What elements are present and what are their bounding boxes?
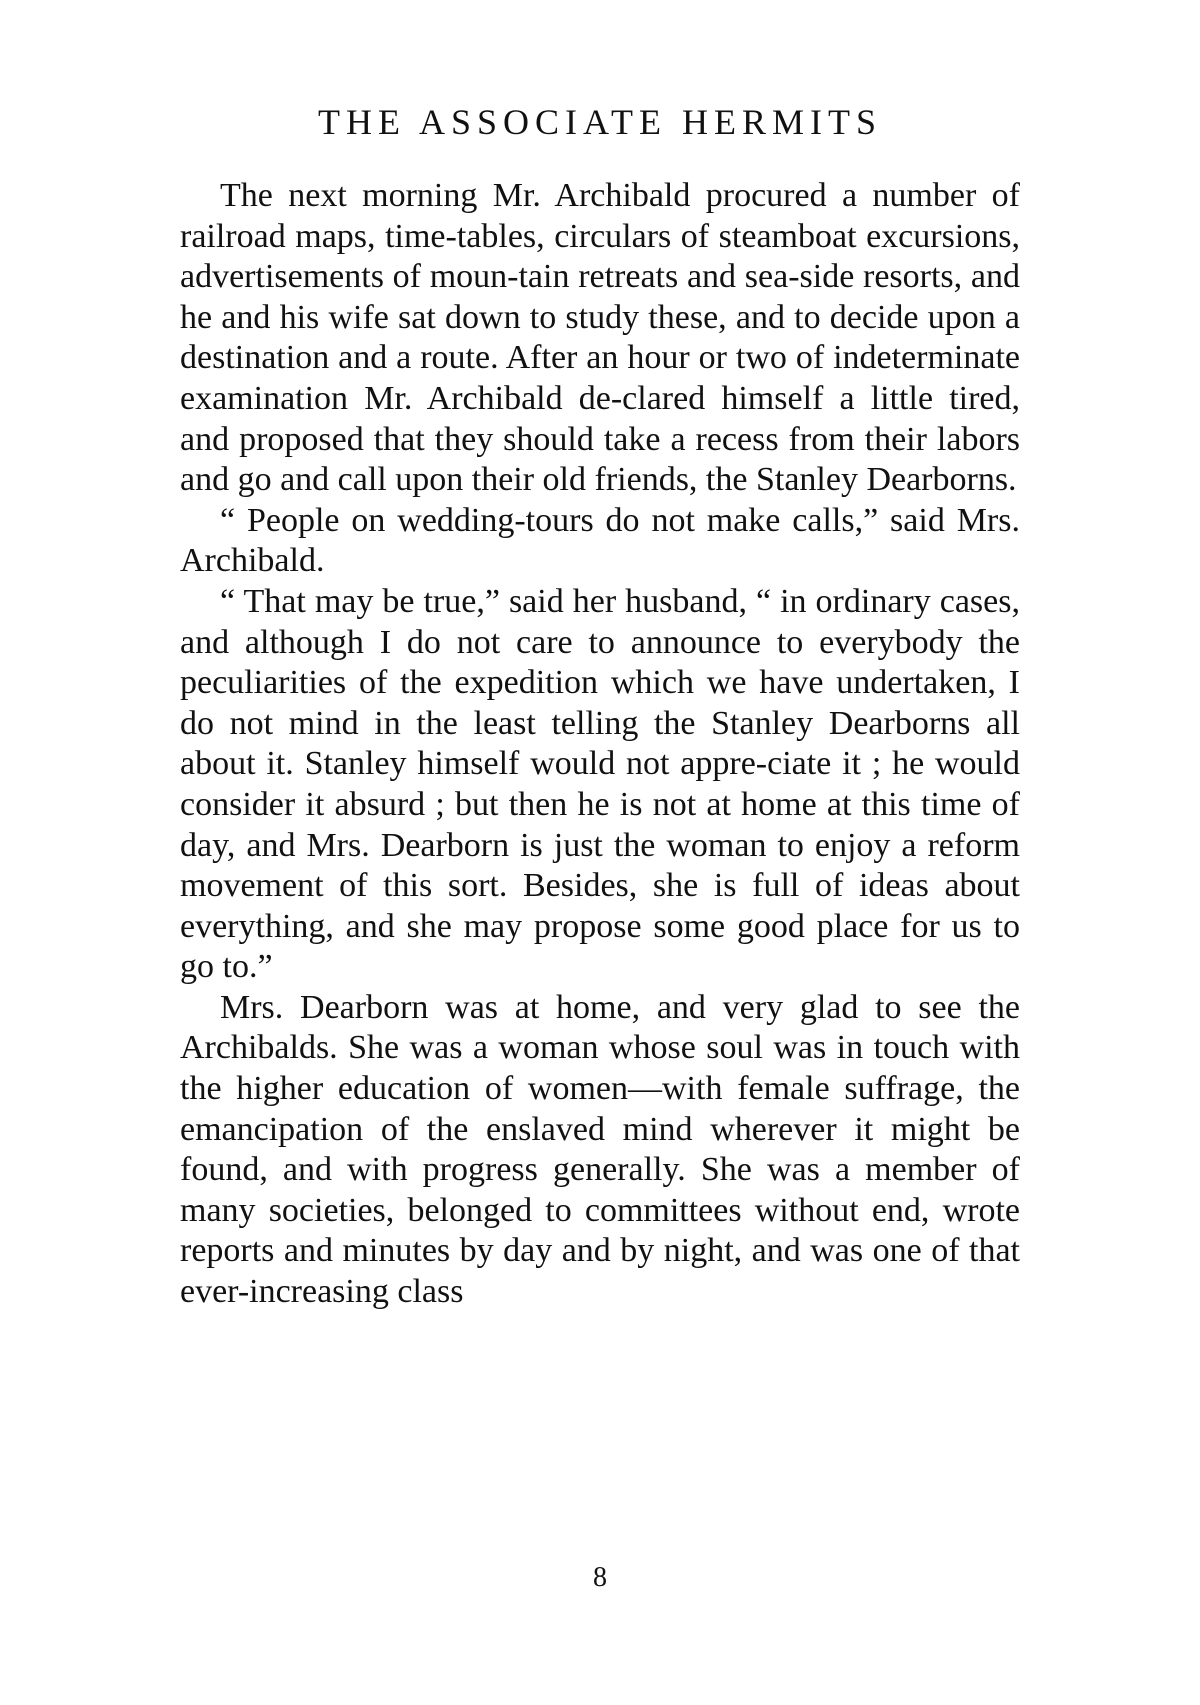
paragraph-3: “ That may be true,” said her husband, “ in ordinary cases, and although I do not care to announce to everybody the peculiarities of the expedition which we have undertaken, I do not mind in the least telling the Stanley Dearborns all about it. Stanley himself would not appre-ciate it ; he would consider it absurd ; but then he is not at home at this time of day, and Mrs. Dearborn is just the woman to enjoy a reform movement of this sort. Besides, she is full of ideas about everything, and she may propose some good place for us to go to.” bbox=[180, 582, 1020, 986]
running-head: THE ASSOCIATE HERMITS bbox=[317, 102, 883, 142]
paragraph-2: “ People on wedding-tours do not make calls,” said Mrs. Archibald. bbox=[180, 501, 1020, 580]
paragraph-4: Mrs. Dearborn was at home, and very glad to see the Archibalds. She was a woman whose soul was in touch with the higher education of women—with female suffrage, the emancipation of the enslaved mind wherever it might be found, and with progress generally. She was a member of many societies, belonged to committees without end, wrote reports and minutes by day and by night, and was one of that ever-increasing class bbox=[180, 988, 1020, 1311]
body-text bbox=[180, 176, 1020, 1313]
paragraph-1: The next morning Mr. Archibald procured a number of railroad maps, time-tables, circulars of steamboat excursions, advertisements of moun-tain retreats and sea-side resorts, and he and his wife sat down to study these, and to decide upon a destination and a route. After an hour or two of indeterminate examination Mr. Archibald de-clared himself a little tired, and proposed that they should take a recess from their labors and go and call upon their old friends, the Stanley Dearborns. bbox=[180, 177, 1020, 499]
page-number: 8 bbox=[593, 1562, 607, 1593]
